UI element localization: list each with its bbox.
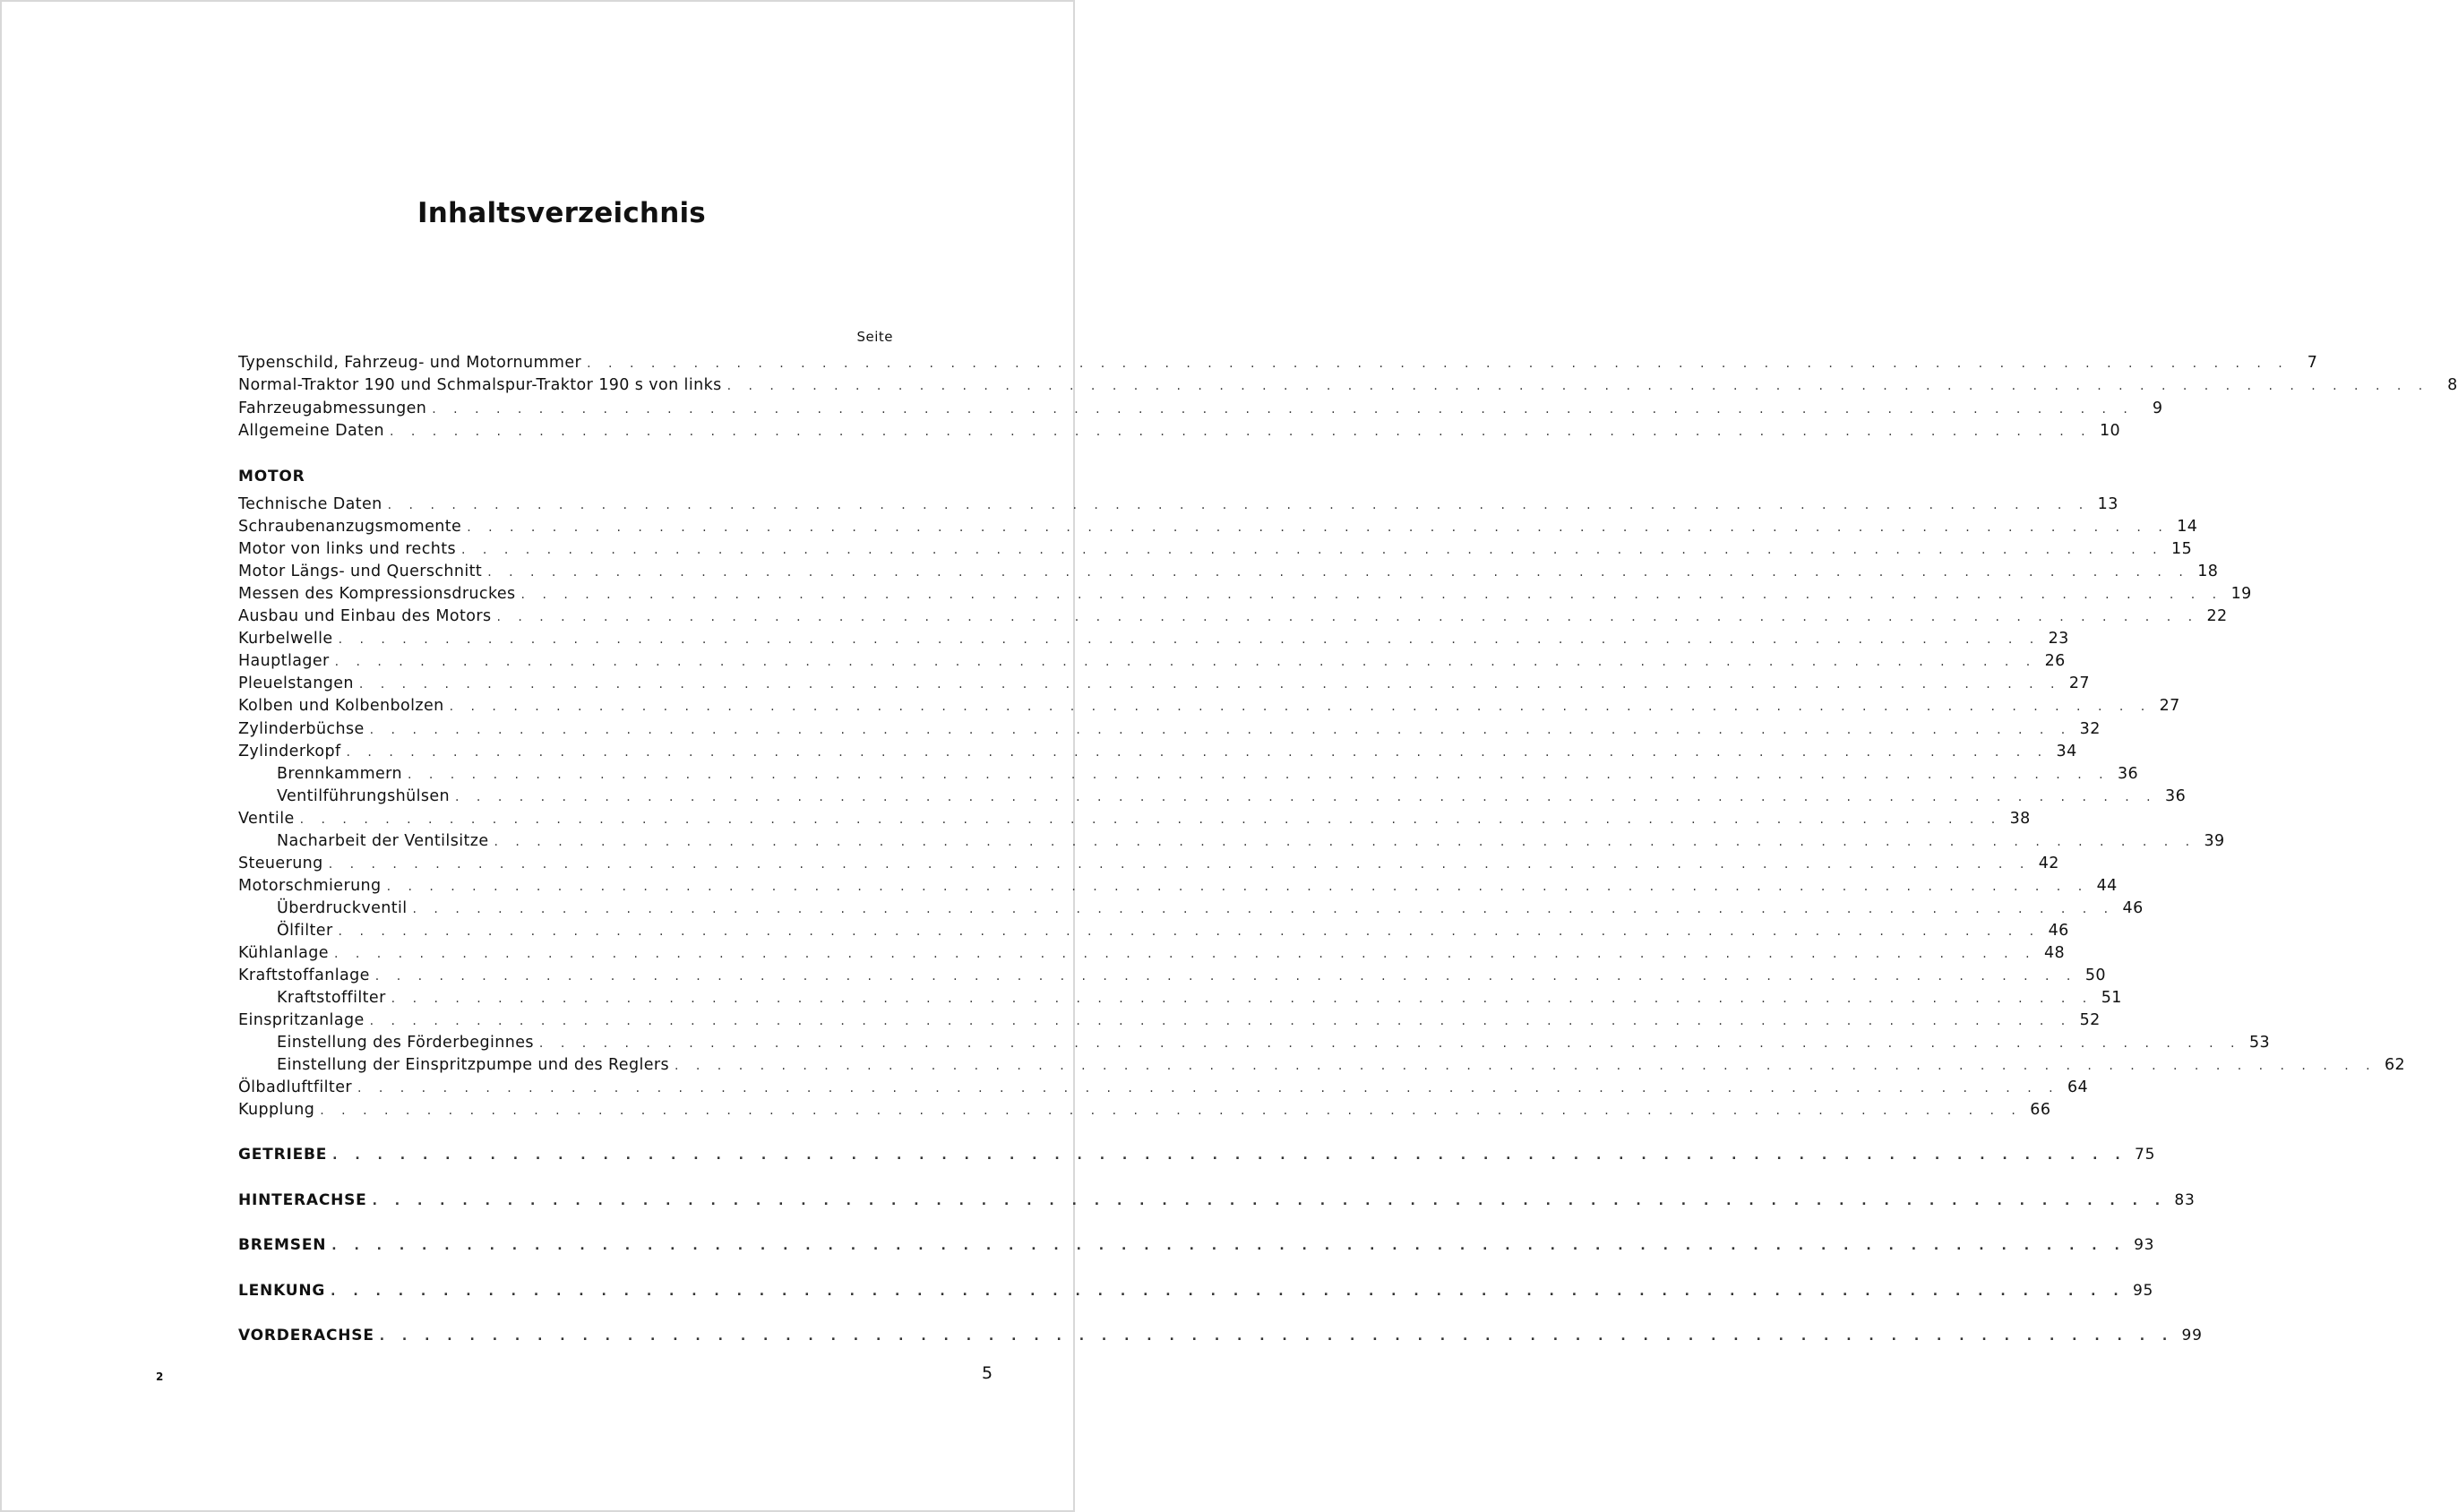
dot-leader: . . . . . . . . . . . . . . . . . . . . . . . . . . . . . . . . . . . . . . . . . . . . . . . . . . . . . . . . . . . . . . . . . . . . . . . . . . . . . . . . xyxy=(338,924,2041,939)
toc-entry-label: Pleuelstangen xyxy=(238,674,354,693)
toc-entry xyxy=(238,742,2077,765)
toc-entry xyxy=(238,719,2101,743)
toc-entry-label: Kraftstoffanlage xyxy=(238,966,370,985)
toc-major-section xyxy=(238,1281,2154,1304)
toc-entry-page: 83 xyxy=(2174,1190,2196,1209)
toc-entry-page: 14 xyxy=(2177,518,2198,537)
toc-entry-label: Motor Längs- und Querschnitt xyxy=(238,563,483,581)
toc-entry-page: 8 xyxy=(2447,376,2458,395)
toc-entry-page: 32 xyxy=(2079,719,2101,738)
toc-entry-label: Ölfilter xyxy=(277,921,333,940)
page-column-header: Seite xyxy=(856,329,893,345)
toc-entry-page: 36 xyxy=(2165,786,2187,805)
dot-leader: . . . . . . . . . . . . . . . . . . . . . . . . . . . . . . . . . . . . . . . . . . . . . . . . . . . . . . . . . . . . . . . . . . . . . . . . . . . . . . . . xyxy=(461,543,2164,558)
toc-subentry xyxy=(277,786,2187,810)
dot-leader: . . . . . . . . . . . . . . . . . . . . . . . . . . . . . . . . . . . . . . . . . . . . . . . . . . . . . . . . . . . . . . . . . . . . . . . . . . . . . . . . xyxy=(432,401,2135,417)
toc-entry-page: 42 xyxy=(2038,854,2059,872)
toc-entry xyxy=(238,809,2031,832)
toc-major-section xyxy=(238,1327,2203,1349)
toc-entry-label: Kolben und Kolbenbolzen xyxy=(238,697,444,716)
dot-leader: . . . . . . . . . . . . . . . . . . . . . . . . . . . . . . . . . . . . . . . . . . . . . . . . . . . . . . . . . . . . . . . . . . . . . . . . . . . . . . . . xyxy=(372,1193,2167,1208)
toc-entry xyxy=(238,944,2066,966)
toc-entry-label: Technische Daten xyxy=(238,495,382,513)
dot-leader: . . . . . . . . . . . . . . . . . . . . . . . . . . . . . . . . . . . . . . . . . . . . . . . . . . . . . . . . . . . . . . . . . . . . . . . . . . . . . . . . xyxy=(358,677,2061,692)
toc-entry xyxy=(238,876,2118,899)
dot-leader: . . . . . . . . . . . . . . . . . . . . . . . . . . . . . . . . . . . . . . . . . . . . . . . . . . . . . . . . . . . . . . . . . . . . . . . . . . . . . . . . xyxy=(391,992,2093,1007)
toc-entry-page: 50 xyxy=(2084,966,2106,985)
toc-entry-label: Zylinderkopf xyxy=(238,742,341,760)
toc-entry-label: Zylinderbüchse xyxy=(238,719,365,738)
toc-entry-page: 64 xyxy=(2067,1078,2089,1097)
toc-entry-label: Schraubenanzugsmomente xyxy=(238,518,462,537)
toc-entry xyxy=(238,585,2252,607)
toc-entry xyxy=(238,697,2180,719)
toc-entry-label: Hauptlager xyxy=(238,652,330,671)
toc-entry-label: Motorschmierung xyxy=(238,876,382,895)
toc-entry-label: Nacharbeit der Ventilsitze xyxy=(277,831,489,850)
toc-entry xyxy=(238,652,2066,674)
toc-major-section xyxy=(238,1236,2155,1259)
toc-entry-page: 99 xyxy=(2181,1327,2203,1344)
toc-entry-page: 52 xyxy=(2079,1011,2101,1030)
toc-entry-label: Typenschild, Fahrzeug- und Motornummer xyxy=(238,354,582,372)
toc-entry xyxy=(238,495,2119,518)
toc-entry xyxy=(238,1101,2051,1123)
dot-leader: . . . . . . . . . . . . . . . . . . . . . . . . . . . . . . . . . . . . . . . . . . . . . . . . . . . . . . . . . . . . . . . . . . . . . . . . . . . . . . . . xyxy=(387,498,2090,512)
toc-entry-label: VORDERACHSE xyxy=(238,1327,374,1344)
toc-entry-label: BREMSEN xyxy=(238,1236,327,1254)
toc-entry xyxy=(238,1011,2101,1034)
toc-entry-label: LENKUNG xyxy=(238,1281,326,1300)
dot-leader: . . . . . . . . . . . . . . . . . . . . . . . . . . . . . . . . . . . . . . . . . . . . . . . . . . . . . . . . . . . . . . . . . . . . . . . . . . . . . . . . xyxy=(331,1284,2126,1299)
dot-leader: . . . . . . . . . . . . . . . . . . . . . . . . . . . . . . . . . . . . . . . . . . . . . . . . . . . . . . . . . . . . . . . . . . . . . . . . . . . . . . . . xyxy=(407,767,2110,782)
page-number-left: 2 xyxy=(156,1370,164,1383)
dot-leader: . . . . . . . . . . . . . . . . . . . . . . . . . . . . . . . . . . . . . . . . . . . . . . . . . . . . . . . . . . . . . . . . . . . . . . . . . . . . . . . . xyxy=(386,879,2089,894)
toc-entry-label: Kupplung xyxy=(238,1101,315,1120)
dot-leader: . . . . . . . . . . . . . . . . . . . . . . . . . . . . . . . . . . . . . . . . . . . . . . . . . . . . . . . . . . . . . . . . . . . . . . . . . . . . . . . . xyxy=(726,379,2429,394)
toc-entry-label: Einstellung des Förderbeginnes xyxy=(277,1034,534,1052)
dot-leader: . . . . . . . . . . . . . . . . . . . . . . . . . . . . . . . . . . . . . . . . . . . . . . . . . . . . . . . . . . . . . . . . . . . . . . . . . . . . . . . . xyxy=(331,1239,2127,1253)
toc-entry-page: 93 xyxy=(2134,1236,2155,1254)
toc-entry-page: 62 xyxy=(2385,1056,2406,1075)
dot-leader: . . . . . . . . . . . . . . . . . . . . . . . . . . . . . . . . . . . . . . . . . . . . . . . . . . . . . . . . . . . . . . . . . . . . . . . . . . . . . . . . xyxy=(675,1059,2377,1074)
dot-leader: . . . . . . . . . . . . . . . . . . . . . . . . . . . . . . . . . . . . . . . . . . . . . . . . . . . . . . . . . . . . . . . . . . . . . . . . . . . . . . . . xyxy=(320,1104,2023,1119)
toc-subentry xyxy=(277,831,2225,855)
toc-entry-label: Kraftstoffilter xyxy=(277,989,386,1008)
toc-entry xyxy=(238,563,2219,585)
dot-leader: . . . . . . . . . . . . . . . . . . . . . . . . . . . . . . . . . . . . . . . . . . . . . . . . . . . . . . . . . . . . . . . . . . . . . . . . . . . . . . . . xyxy=(412,901,2115,916)
toc-entry-label: HINTERACHSE xyxy=(238,1190,367,1209)
toc-major-section xyxy=(238,1190,2196,1214)
dot-leader: . . . . . . . . . . . . . . . . . . . . . . . . . . . . . . . . . . . . . . . . . . . . . . . . . . . . . . . . . . . . . . . . . . . . . . . . . . . . . . . . xyxy=(332,1148,2127,1163)
toc-entry-label: Messen des Kompressionsdruckes xyxy=(238,585,516,604)
toc-entry xyxy=(238,399,2163,422)
toc-entry xyxy=(238,421,2121,444)
dot-leader: . . . . . . . . . . . . . . . . . . . . . . . . . . . . . . . . . . . . . . . . . . . . . . . . . . . . . . . . . . . . . . . . . . . . . . . . . . . . . . . . xyxy=(587,357,2290,371)
toc-entry-page: 36 xyxy=(2117,764,2139,783)
toc-entry-page: 48 xyxy=(2043,944,2066,962)
dot-leader: . . . . . . . . . . . . . . . . . . . . . . . . . . . . . . . . . . . . . . . . . . . . . . . . . . . . . . . . . . . . . . . . . . . . . . . . . . . . . . . . xyxy=(379,1329,2174,1344)
dot-leader: . . . . . . . . . . . . . . . . . . . . . . . . . . . . . . . . . . . . . . . . . . . . . . . . . . . . . . . . . . . . . . . . . . . . . . . . . . . . . . . . xyxy=(334,655,2037,670)
toc-entry-label: Einspritzanlage xyxy=(238,1011,365,1030)
dot-leader: . . . . . . . . . . . . . . . . . . . . . . . . . . . . . . . . . . . . . . . . . . . . . . . . . . . . . . . . . . . . . . . . . . . . . . . . . . . . . . . . xyxy=(520,588,2223,603)
toc-entry-page: 46 xyxy=(2048,921,2069,940)
toc-subentry xyxy=(277,989,2122,1011)
toc-entry-page: 19 xyxy=(2230,585,2252,604)
dot-leader: . . . . . . . . . . . . . . . . . . . . . . . . . . . . . . . . . . . . . . . . . . . . . . . . . . . . . . . . . . . . . . . . . . . . . . . . . . . . . . . . xyxy=(467,520,2170,536)
toc-subentry xyxy=(277,921,2069,944)
toc-entry xyxy=(238,854,2059,877)
toc-entry-label: GETRIEBE xyxy=(238,1146,328,1164)
dot-leader: . . . . . . . . . . . . . . . . . . . . . . . . . . . . . . . . . . . . . . . . . . . . . . . . . . . . . . . . . . . . . . . . . . . . . . . . . . . . . . . . xyxy=(455,789,2158,804)
motor-heading: MOTOR xyxy=(238,468,305,485)
dot-leader: . . . . . . . . . . . . . . . . . . . . . . . . . . . . . . . . . . . . . . . . . . . . . . . . . . . . . . . . . . . . . . . . . . . . . . . . . . . . . . . . xyxy=(328,856,2031,872)
toc-entry-page: 7 xyxy=(2307,354,2318,372)
toc-entry-label: Steuerung xyxy=(238,854,323,872)
toc-entry-page: 39 xyxy=(2204,831,2225,850)
toc-entry-page: 9 xyxy=(2152,399,2163,417)
toc-entry xyxy=(238,354,2318,376)
dot-leader: . . . . . . . . . . . . . . . . . . . . . . . . . . . . . . . . . . . . . . . . . . . . . . . . . . . . . . . . . . . . . . . . . . . . . . . . . . . . . . . . xyxy=(299,812,2002,827)
dot-leader: . . . . . . . . . . . . . . . . . . . . . . . . . . . . . . . . . . . . . . . . . . . . . . . . . . . . . . . . . . . . . . . . . . . . . . . . . . . . . . . . xyxy=(538,1036,2242,1052)
toc-entry xyxy=(238,518,2198,540)
toc-entry-page: 26 xyxy=(2044,652,2066,671)
dot-leader: . . . . . . . . . . . . . . . . . . . . . . . . . . . . . . . . . . . . . . . . . . . . . . . . . . . . . . . . . . . . . . . . . . . . . . . . . . . . . . . . xyxy=(357,1081,2060,1096)
toc-entry-page: 66 xyxy=(2030,1101,2051,1120)
toc-entry-label: Ventile xyxy=(238,809,295,828)
toc-entry xyxy=(238,966,2106,989)
toc-entry-label: Motor von links und rechts xyxy=(238,540,457,559)
toc-entry-page: 18 xyxy=(2197,563,2219,581)
toc-entry-page: 15 xyxy=(2171,540,2193,559)
dot-leader: . . . . . . . . . . . . . . . . . . . . . . . . . . . . . . . . . . . . . . . . . . . . . . . . . . . . . . . . . . . . . . . . . . . . . . . . . . . . . . . . xyxy=(346,744,2049,760)
toc-entry-page: 95 xyxy=(2132,1281,2154,1300)
toc-entry-page: 53 xyxy=(2248,1034,2271,1052)
dot-leader: . . . . . . . . . . . . . . . . . . . . . . . . . . . . . . . . . . . . . . . . . . . . . . . . . . . . . . . . . . . . . . . . . . . . . . . . . . . . . . . . xyxy=(374,969,2077,984)
toc-entry xyxy=(238,607,2228,630)
dot-leader: . . . . . . . . . . . . . . . . . . . . . . . . . . . . . . . . . . . . . . . . . . . . . . . . . . . . . . . . . . . . . . . . . . . . . . . . . . . . . . . . xyxy=(487,565,2190,580)
toc-entry-page: 44 xyxy=(2096,876,2118,895)
toc-entry-label: Überdruckventil xyxy=(277,898,408,917)
dot-leader: . . . . . . . . . . . . . . . . . . . . . . . . . . . . . . . . . . . . . . . . . . . . . . . . . . . . . . . . . . . . . . . . . . . . . . . . . . . . . . . . xyxy=(369,722,2072,737)
toc-entry xyxy=(238,630,2069,652)
page-number-right: 5 xyxy=(982,1363,993,1383)
toc-entry-label: Ölbadluftfilter xyxy=(238,1078,352,1097)
toc-major-section xyxy=(238,1146,2156,1168)
toc-entry-page: 27 xyxy=(2159,697,2180,716)
toc-entry-label: Ausbau und Einbau des Motors xyxy=(238,607,492,626)
dot-leader: . . . . . . . . . . . . . . . . . . . . . . . . . . . . . . . . . . . . . . . . . . . . . . . . . . . . . . . . . . . . . . . . . . . . . . . . . . . . . . . . xyxy=(333,947,2037,961)
toc-entry-label: Normal-Traktor 190 und Schmalspur-Traktor 190 s von links xyxy=(238,376,722,395)
toc-entry xyxy=(238,376,2458,399)
toc-entry-page: 10 xyxy=(2100,421,2121,440)
dot-leader: . . . . . . . . . . . . . . . . . . . . . . . . . . . . . . . . . . . . . . . . . . . . . . . . . . . . . . . . . . . . . . . . . . . . . . . . . . . . . . . . xyxy=(390,424,2093,439)
toc-entry-label: Allgemeine Daten xyxy=(238,421,384,440)
toc-entry-label: Kurbelwelle xyxy=(238,630,333,649)
dot-leader: . . . . . . . . . . . . . . . . . . . . . . . . . . . . . . . . . . . . . . . . . . . . . . . . . . . . . . . . . . . . . . . . . . . . . . . . . . . . . . . . xyxy=(338,632,2041,648)
toc-entry-label: Einstellung der Einspritzpumpe und des Reglers xyxy=(277,1056,669,1075)
toc-entry-label: Ventilführungshülsen xyxy=(277,786,451,805)
toc-entry-page: 23 xyxy=(2048,630,2069,649)
dot-leader: . . . . . . . . . . . . . . . . . . . . . . . . . . . . . . . . . . . . . . . . . . . . . . . . . . . . . . . . . . . . . . . . . . . . . . . . . . . . . . . . xyxy=(369,1014,2072,1029)
toc-entry-page: 75 xyxy=(2134,1146,2156,1164)
toc-entry-label: Fahrzeugabmessungen xyxy=(238,399,427,417)
toc-entry-page: 38 xyxy=(2009,809,2031,828)
dot-leader: . . . . . . . . . . . . . . . . . . . . . . . . . . . . . . . . . . . . . . . . . . . . . . . . . . . . . . . . . . . . . . . . . . . . . . . . . . . . . . . . xyxy=(494,834,2196,849)
dot-leader: . . . . . . . . . . . . . . . . . . . . . . . . . . . . . . . . . . . . . . . . . . . . . . . . . . . . . . . . . . . . . . . . . . . . . . . . . . . . . . . . xyxy=(496,610,2199,625)
toc-subentry xyxy=(277,898,2144,922)
toc-entry-label: Brennkammern xyxy=(277,764,402,783)
toc-entry xyxy=(238,1078,2089,1101)
toc-entry-page: 34 xyxy=(2056,742,2077,760)
toc-entry-page: 51 xyxy=(2101,989,2122,1008)
toc-entry xyxy=(238,540,2193,563)
toc-entry-page: 22 xyxy=(2206,607,2228,626)
dot-leader: . . . . . . . . . . . . . . . . . . . . . . . . . . . . . . . . . . . . . . . . . . . . . . . . . . . . . . . . . . . . . . . . . . . . . . . . . . . . . . . . xyxy=(449,700,2152,715)
toc-subentry xyxy=(277,1056,2406,1078)
toc-entry-page: 27 xyxy=(2068,674,2090,693)
page-title: Inhaltsverzeichnis xyxy=(417,197,706,229)
toc-subentry xyxy=(277,1034,2271,1056)
toc-subentry xyxy=(277,764,2139,787)
toc-entry-label: Kühlanlage xyxy=(238,944,329,962)
toc-entry-page: 46 xyxy=(2122,898,2144,917)
toc-entry-page: 13 xyxy=(2097,495,2119,513)
toc-entry xyxy=(238,674,2090,697)
